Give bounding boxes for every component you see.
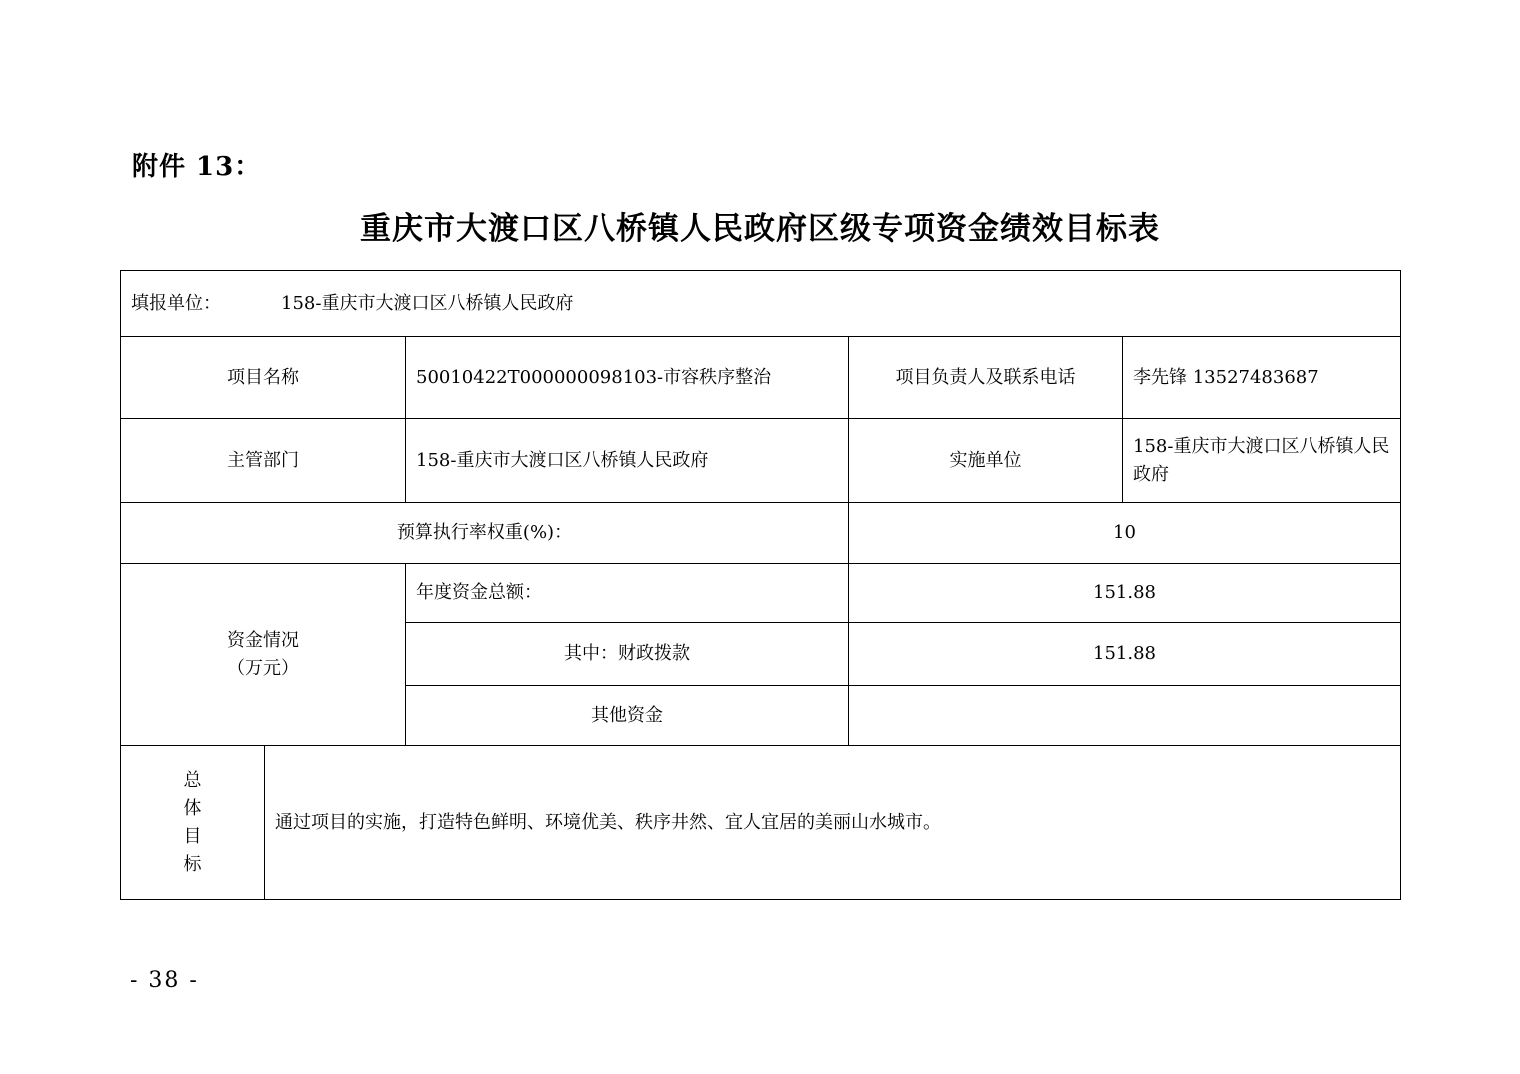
filler-unit-cell (121, 271, 1401, 337)
table-row (121, 419, 1401, 503)
overall-goal-label-char: 体 (183, 797, 202, 819)
funds-label-line1: 资金情况 (227, 629, 299, 651)
contact-value: 李先锋 13527483687 (1123, 337, 1401, 419)
overall-goal-text: 通过项目的实施，打造特色鲜明、环境优美、秩序井然、宜人宜居的美丽山水城市。 (265, 746, 1401, 900)
funds-label (121, 564, 406, 746)
table-row (121, 564, 1401, 623)
performance-target-table (120, 270, 1401, 900)
overall-goal-label (121, 746, 265, 900)
implementer-label: 实施单位 (849, 419, 1123, 503)
filler-unit-value: 158-重庆市大渡口区八桥镇人民政府 (281, 292, 574, 314)
department-label: 主管部门 (121, 419, 406, 503)
fiscal-funding-label: 其中：财政拨款 (406, 623, 849, 686)
fiscal-funding-value: 151.88 (849, 623, 1401, 686)
department-value: 158-重庆市大渡口区八桥镇人民政府 (406, 419, 849, 503)
budget-weight-value: 10 (849, 503, 1401, 564)
funds-label-line2: （万元） (227, 657, 299, 679)
table-row (121, 746, 1401, 900)
project-name-value: 50010422T000000098103-市容秩序整治 (406, 337, 849, 419)
annual-total-label: 年度资金总额： (406, 564, 849, 623)
contact-label: 项目负责人及联系电话 (849, 337, 1123, 419)
table-row (121, 503, 1401, 564)
table-row (121, 271, 1401, 337)
implementer-value: 158-重庆市大渡口区八桥镇人民政府 (1123, 419, 1401, 503)
page-number: - 38 - (130, 968, 199, 993)
filler-unit-label: 填报单位： (131, 292, 221, 314)
project-name-label: 项目名称 (121, 337, 406, 419)
table-row (121, 337, 1401, 419)
budget-weight-label: 预算执行率权重(%)： (121, 503, 849, 564)
other-funds-label: 其他资金 (406, 686, 849, 746)
page-title: 重庆市大渡口区八桥镇人民政府区级专项资金绩效目标表 (360, 211, 1160, 247)
overall-goal-label-char: 总 (183, 769, 202, 791)
annual-total-value: 151.88 (849, 564, 1401, 623)
overall-goal-label-char: 标 (183, 853, 202, 875)
overall-goal-label-char: 目 (183, 825, 202, 847)
attachment-label: 附件 13： (132, 152, 262, 182)
other-funds-value (849, 686, 1401, 746)
